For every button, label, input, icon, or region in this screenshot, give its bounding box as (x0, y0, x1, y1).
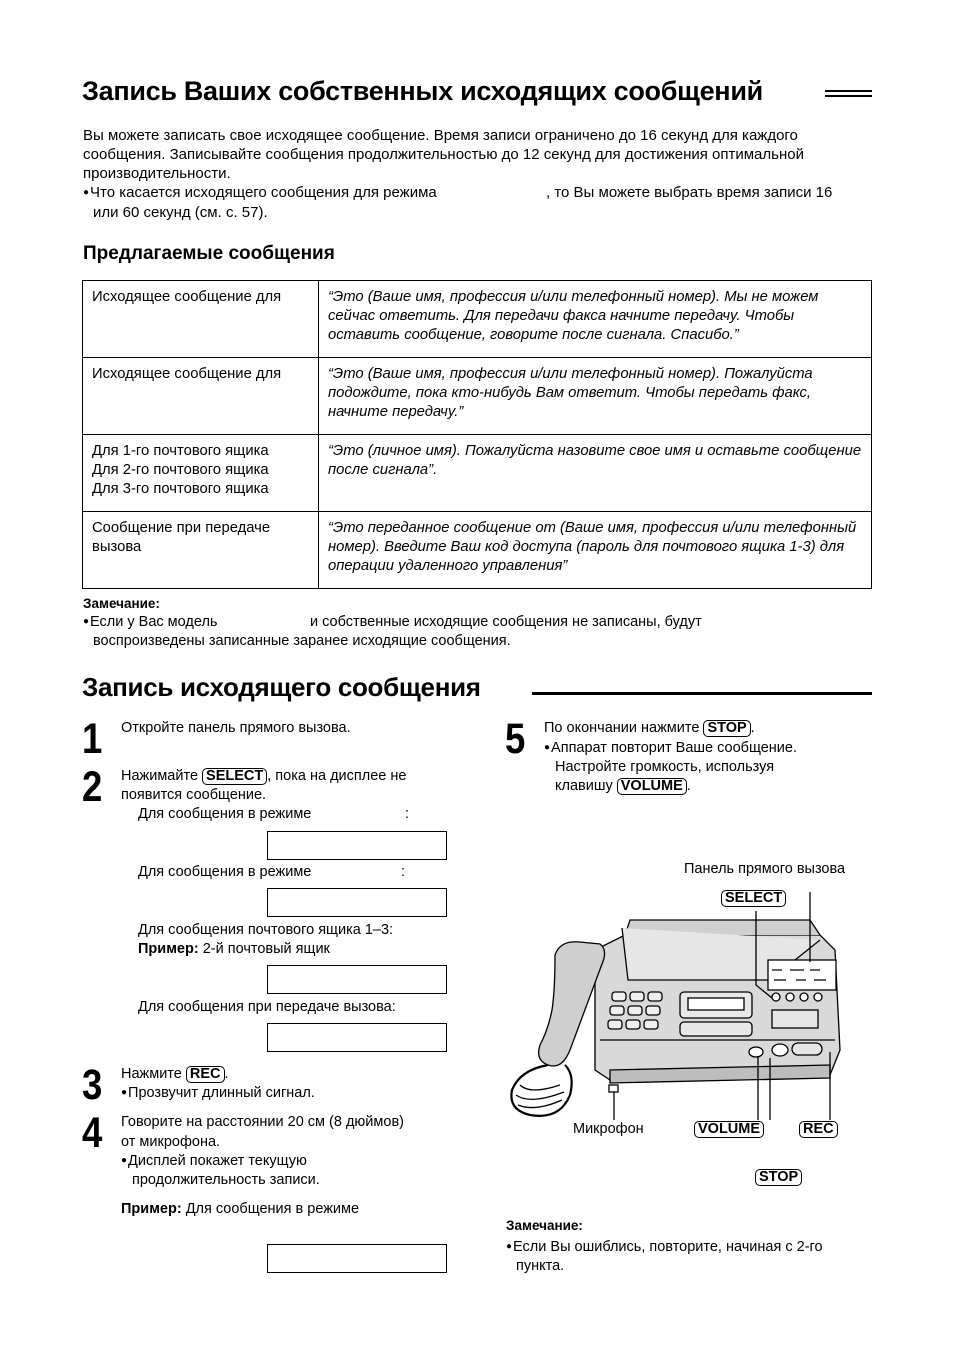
row-text: “Это переданное сообщение от (Ваше имя, профессия и/или телефонный номер). Введите Ваш код доступа (пароль для почтового ящика 1-3) для операции удаленного управления” (319, 512, 872, 589)
stop-key: STOP (703, 720, 750, 737)
note2-line: ● Если Вы ошиблись, повторите, начиная с 2-го (506, 1238, 823, 1258)
note2-line2: пункта. (516, 1258, 565, 1274)
volume-key: VOLUME (617, 778, 687, 795)
step-2-text: Нажимайте SELECT , пока на дисплее не (121, 768, 407, 784)
row-text: “Это (Ваше имя, профессия и/или телефонный номер). Пожалуйста подождите, пока кто-нибудь Вам ответит. Чтобы передать факс, начните передачу.” (319, 358, 872, 435)
step-4-bullet-cont: продолжительность записи. (132, 1172, 320, 1188)
intro-bullet-cont: , то Вы можете выбрать время записи 16 (546, 184, 833, 201)
title-rule (825, 90, 872, 97)
row-label: Для 1-го почтового ящика Для 2-го почтового ящика Для 3-го почтового ящика (83, 435, 319, 512)
row-label: Исходящее сообщение для (83, 281, 319, 358)
table-row (83, 281, 872, 358)
step-number-4: 4 (82, 1109, 103, 1157)
table-row (83, 358, 872, 435)
table-row (83, 435, 872, 512)
step-4-text: Говорите на расстоянии 20 см (8 дюймов) (121, 1114, 404, 1130)
step-4-bullet: ● Дисплей покажет текущую (121, 1152, 307, 1172)
figure-select-key: SELECT (721, 889, 786, 907)
note-line2: воспроизведены записанные заранее исходящие сообщения. (93, 633, 511, 649)
step-5-text: По окончании нажмите STOP . (544, 720, 755, 736)
fax-machine-illustration (500, 880, 880, 1120)
transfer-label: Для сообщения при передаче вызова: (138, 999, 396, 1015)
step-5-bullet: ● Аппарат повторит Ваше сообщение. (544, 739, 797, 759)
step-number-3: 3 (82, 1061, 103, 1109)
lcd-display (267, 965, 447, 994)
row-label: Исходящее сообщение для (83, 358, 319, 435)
rec-key: REC (186, 1066, 225, 1083)
lcd-display (267, 1023, 447, 1052)
mode1-colon: : (405, 806, 410, 822)
mode1-label: Для сообщения в режиме (138, 806, 312, 822)
mode2-colon: : (401, 864, 406, 880)
bullet-icon (121, 1153, 128, 1169)
step-number-5: 5 (505, 715, 526, 763)
select-key: SELECT (202, 768, 267, 785)
step-3-text: Нажмите REC . (121, 1066, 229, 1082)
mic-label: Микрофон (573, 1121, 644, 1137)
step-number-2: 2 (82, 763, 103, 811)
section-title: Запись исходящего сообщения (82, 672, 481, 702)
figure-stop-key: STOP (755, 1168, 802, 1186)
bullet-icon (544, 740, 551, 756)
step-number-1: 1 (82, 715, 103, 763)
mailbox-label: Для сообщения почтового ящика 1–3: (138, 922, 394, 938)
note-line-cont: и собственные исходящие сообщения не записаны, будут (310, 614, 702, 630)
mode2-label: Для сообщения в режиме (138, 864, 312, 880)
note-line: ● Если у Вас модель (83, 613, 217, 633)
bullet-icon (83, 614, 90, 630)
row-text: “Это (Ваше имя, профессия и/или телефонный номер). Мы не можем сейчас ответить. Для передачи факса начните передачу. Чтобы оставить сообщение, говорите после сигнала. Спасибо.” (319, 281, 872, 358)
step-5-bullet-cont: Настройте громкость, используя (555, 759, 775, 775)
lcd-display (267, 888, 447, 917)
step-4-example: Пример: Для сообщения в режиме (121, 1201, 360, 1217)
note-label: Замечание: (83, 596, 160, 611)
bullet-icon (121, 1085, 128, 1101)
table-row (83, 512, 872, 589)
lcd-display (267, 831, 447, 860)
row-label: Сообщение при передаче вызова (83, 512, 319, 589)
bullet-icon (83, 184, 90, 201)
step-1-text: Откройте панель прямого вызова. (121, 720, 351, 736)
intro-bullet-line2: или 60 секунд (см. с. 57). (93, 204, 268, 221)
intro-paragraph: Вы можете записать свое исходящее сообщение. Время записи ограничено до 16 секунд для каждого сообщения. Записывайте сообщения продолжительностью до 12 секунд для достижения оптимальной производительности. (83, 127, 804, 182)
step-3-bullet: ● Прозвучит длинный сигнал. (121, 1084, 315, 1104)
panel-label: Панель прямого вызова (684, 861, 846, 877)
section-rule (532, 692, 872, 695)
step-2-text-cont: появится сообщение. (121, 787, 267, 803)
intro-bullet: ● Что касается исходящего сообщения для режима (83, 183, 437, 204)
figure-volume-key: VOLUME (694, 1120, 764, 1138)
step-4-text-cont: от микрофона. (121, 1134, 221, 1150)
lcd-display (267, 1244, 447, 1273)
step-5-bullet-cont2: клавишу VOLUME . (555, 778, 691, 794)
mailbox-example: Пример: 2-й почтовый ящик (138, 941, 330, 957)
figure-rec-key: REC (799, 1120, 838, 1138)
row-text: “Это (личное имя). Пожалуйста назовите свое имя и оставьте сообщение после сигнала”. (319, 435, 872, 512)
suggested-table (82, 280, 872, 589)
suggested-title: Предлагаемые сообщения (83, 243, 335, 264)
bullet-icon (506, 1239, 513, 1255)
note-label: Замечание: (506, 1218, 583, 1233)
page-title: Запись Ваших собственных исходящих сообщений (82, 76, 763, 106)
